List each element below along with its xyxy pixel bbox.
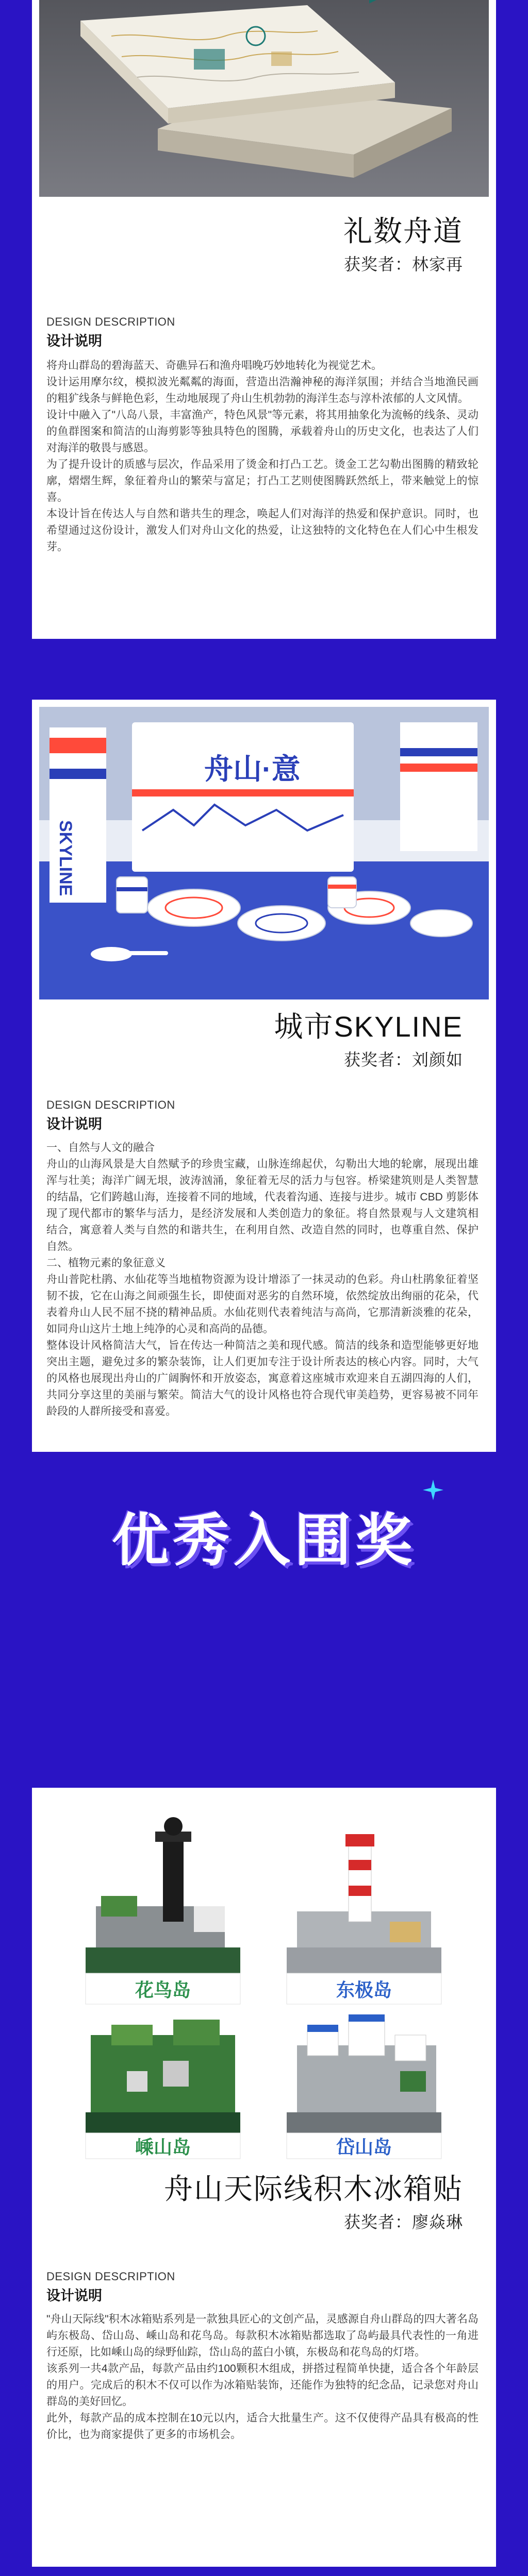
- description-paragraph: 设计运用摩尔纹，模拟波光粼粼的海面，营造出浩瀚神秘的海洋氛围；并结合当地渔民画的粗犷线条与鲜艳色彩，生动地展现了舟山生机勃勃的海洋生态与淳朴浓郁的人文风情。: [46, 376, 478, 404]
- description-paragraph: 舟山的山海风景是大自然赋予的珍贵宝藏，山脉连绵起伏，勾勒出大地的轮廓，展现出雄浑与壮美；海洋广阔无垠，波涛汹涌，象征着无尽的活力与包容。桥梁建筑则是人类智慧的结晶，它们跨越山海，连接着不同的地域，代表着沟通、连接与进步。城市 CBD 剪影体现了现代都市的繁华与活力，是经济发展和人类创造力的象征。将自然景观与人文建筑相结合，寓意着人类与自然的和谐共生，在利用自然、改造自然的同时，也尊重自然、保护自然。: [46, 1158, 478, 1252]
- description-label-cn: 设计说明: [46, 1116, 102, 1132]
- description-paragraph: 舟山普陀杜鹃、水仙花等当地植物资源为设计增添了一抹灵动的色彩。舟山杜鹃象征着坚韧不拔，它在山海之间顽强生长，即使面对恶劣的自然环境，依然绽放出绚丽的花朵，代表着舟山人民不屈不挠的精神品质。水仙花则代表着纯洁与高尚，它那清新淡雅的花朵，如同舟山这片土地上纯净的心灵和高尚的品德。: [46, 1274, 478, 1335]
- award-card-1: [32, 0, 496, 639]
- product-photo-tableware: [39, 707, 489, 999]
- gift-box-illustration: [39, 0, 489, 197]
- island-label: 东极岛: [336, 1979, 392, 2001]
- tableware-illustration: [39, 707, 489, 999]
- lego-model-shengshan: [86, 2020, 240, 2159]
- description-paragraph: 此外，每款产品的成本控制在10元以内，适合大批量生产。这不仅使得产品具有极高的性价比，也为商家提供了更多的市场机会。: [46, 2412, 478, 2441]
- description-paragraph: 本设计旨在传达人与自然和谐共生的理念，唤起人们对海洋的热爱和保护意识。同时，也希望通过这份设计，激发人们对舟山文化的热爱，让这独特的文化特色在人们心中生根发芽。: [46, 508, 478, 553]
- box-logo-text: 舟山·意: [204, 753, 301, 785]
- award-title-block: [274, 1011, 463, 1071]
- award-title-block: [164, 2173, 463, 2233]
- description-label-cn: 设计说明: [46, 2288, 102, 2303]
- description-paragraph: 将舟山群岛的碧海蓝天、奇礁异石和渔舟唱晚巧妙地转化为视觉艺术。: [46, 360, 382, 371]
- award-title: 礼数舟道: [343, 215, 463, 247]
- description-subheading: 一、自然与人文的融合: [46, 1142, 155, 1154]
- description-label-en: DESIGN DESCRIPTION: [46, 1098, 175, 1111]
- description-paragraph: 设计中融入了"八岛八景，丰富渔产，特色风景"等元素，将其用抽象化为流畅的线条、灵动的鱼群图案和简洁的山海剪影等独具特色的图腾，承载着舟山的历史文化，也表达了人们对海洋的敬畏与感恩。: [46, 409, 478, 454]
- winner-name: 获奖者：廖焱琳: [343, 2212, 463, 2231]
- section-heading: 优秀入围奖: [112, 1509, 416, 1572]
- description-paragraph: "舟山天际线"积木冰箱贴系列是一款独具匠心的文创产品，灵感源自舟山群岛的四大著名岛屿东极岛、岱山岛、嵊山岛和花鸟岛。每款积木冰箱贴都选取了岛屿最具代表性的一角进行还原，比如嵊山岛的绿野仙踪，岱山岛的蓝白小镇，东极岛和花鸟岛的灯塔。: [46, 2313, 478, 2358]
- svg-text:SKYLINE: SKYLINE: [56, 820, 75, 896]
- product-photo-lego-magnets: [39, 1803, 489, 2164]
- award-card-2: [32, 700, 496, 1452]
- description-paragraph: 该系列一共4款产品，每款产品由约100颗积木组成，拼搭过程简单快捷，适合各个年龄层的用户。完成后的积木不仅可以作为冰箱贴装饰，还能作为独特的纪念品，记录您对舟山群岛的美好回忆。: [46, 2363, 478, 2408]
- lego-magnets-illustration: [39, 1803, 489, 2164]
- award-title-block: [343, 215, 463, 275]
- description-text: [46, 1140, 478, 1420]
- description-text: [46, 2311, 478, 2443]
- description-subheading: 二、植物元素的象征意义: [46, 1257, 166, 1269]
- island-label: 嵊山岛: [135, 2137, 191, 2158]
- lego-model-daishan: [287, 2014, 441, 2159]
- award-card-3: [32, 1788, 496, 2567]
- description-text: [46, 358, 478, 555]
- winner-name: 获奖者：刘颜如: [343, 1050, 463, 1069]
- sparkle-icon: [423, 1480, 443, 1500]
- description-label-en: DESIGN DESCRIPTION: [46, 2270, 175, 2283]
- island-label: 花鸟岛: [135, 1979, 191, 2001]
- island-label: 岱山岛: [336, 2137, 392, 2158]
- product-photo-gift-box: [39, 0, 489, 197]
- description-label-en: DESIGN DESCRIPTION: [46, 315, 175, 328]
- description-label-cn: 设计说明: [46, 333, 102, 349]
- award-title: 城市SKYLINE: [274, 1010, 463, 1043]
- description-paragraph: 为了提升设计的质感与层次，作品采用了烫金和打凸工艺。烫金工艺勾勒出图腾的精致轮廓，熠熠生辉，象征着舟山的繁荣与富足；打凸工艺则使图腾跃然纸上，带来触觉上的惊喜。: [46, 459, 478, 503]
- description-paragraph: 整体设计风格简洁大气，旨在传达一种简洁之美和现代感。简洁的线条和造型能够更好地突出主题，避免过多的繁杂装饰，让人们更加专注于设计所表达的核心内容。同时，大气的风格也展现出舟山的广阔胸怀和开放姿态，寓意着这座城市欢迎来自五湖四海的人们，共同分享这里的美丽与繁荣。简洁大气的设计风格也符合现代审美趋势，更容易被不同年龄段的人群所接受和喜爱。: [46, 1340, 478, 1417]
- section-heading-block: [0, 1469, 528, 1572]
- winner-name: 获奖者：林家再: [343, 255, 463, 274]
- award-title: 舟山天际线积木冰箱贴: [164, 2173, 463, 2205]
